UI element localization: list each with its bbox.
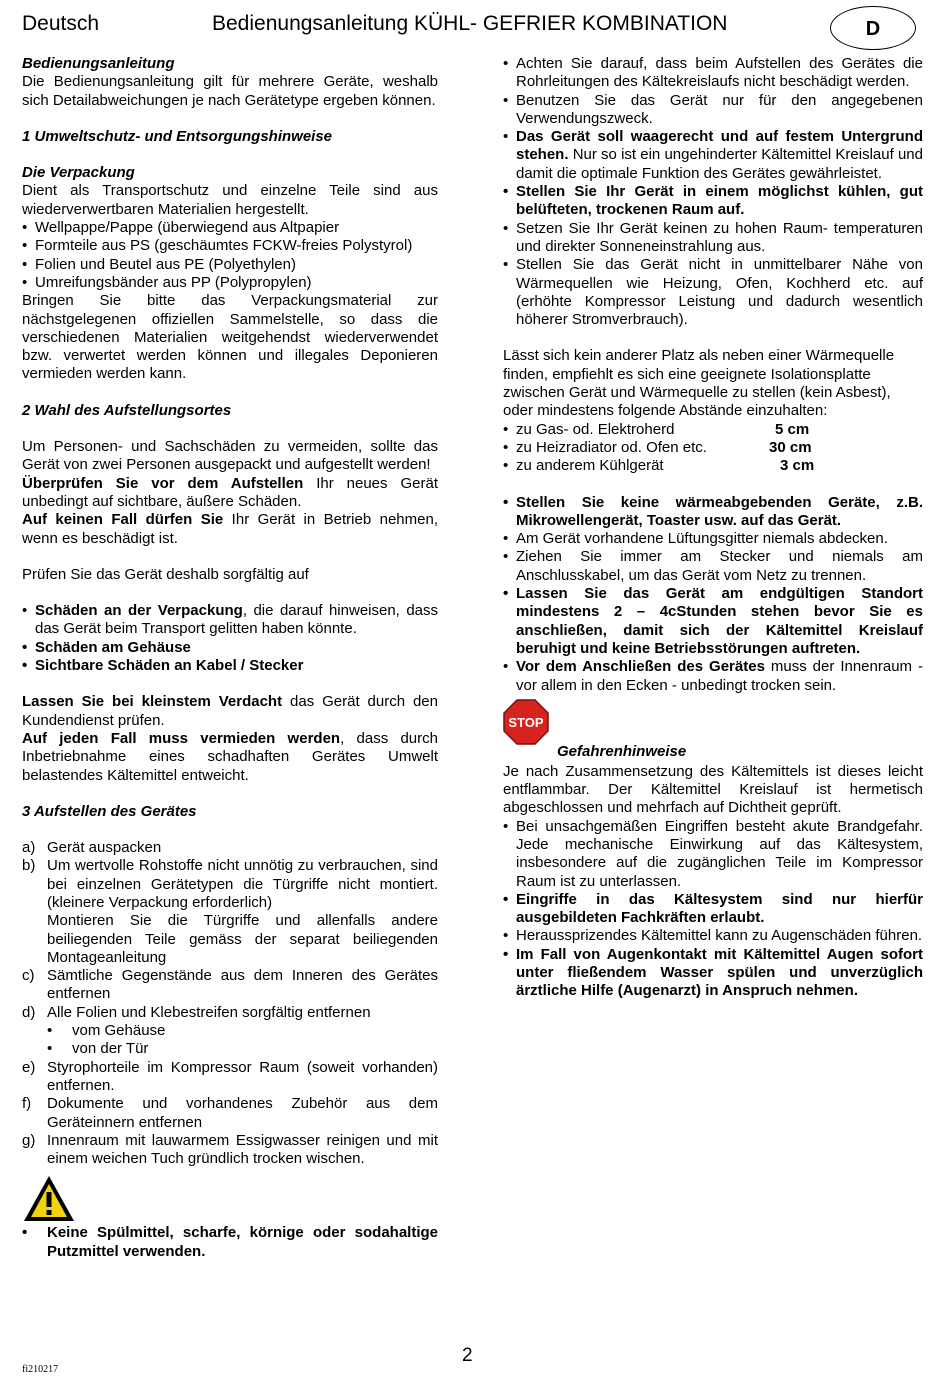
packaging-text: Dient als Transportschutz und einzelne Teile sind aus wiederverwertbaren Materialien hergestellt. bbox=[22, 182, 438, 218]
page-title: Bedienungsanleitung KÜHL- GEFRIER KOMBINATION bbox=[212, 12, 728, 35]
section-2-intro: Um Personen- und Sachschäden zu vermeiden, sollte das Gerät von zwei Personen ausgepackt und aufgestellt werden! bbox=[22, 438, 438, 474]
cleaning-warning bbox=[22, 1224, 438, 1261]
list-item: • Bei unsachgemäßen Eingriffen besteht akute Brandgefahr. Jede mechanische Einwirkung auf das Kältesystem, insbesondere auf die zugänglichen Teile im Kompressor Raum ist zu unterlassen. bbox=[503, 818, 923, 891]
list-item: f) Dokumente und vorhandenes Zubehör aus dem Geräteinnern entfernen bbox=[22, 1095, 438, 1131]
check-bold: Überprüfen Sie vor dem Aufstellen bbox=[22, 474, 304, 492]
check-paragraph bbox=[22, 475, 438, 512]
list-item: • Schäden am Gehäuse bbox=[22, 639, 438, 657]
suspicion-bold: Lassen Sie bei kleinstem Verdacht bbox=[22, 693, 283, 711]
suspicion-rest: das Gerät durch den Kundendienst prüfen. bbox=[22, 693, 438, 729]
header-language: Deutsch bbox=[22, 12, 100, 35]
damage-list bbox=[22, 602, 438, 675]
list-item: Montieren Sie die Türgriffe und allenfalls andere beiliegenden Teile gemäss der separat beiliegenden Montageanleitung bbox=[47, 912, 438, 966]
list-item: • Heraussprizendes Kältemittel kann zu Augenschäden führen. bbox=[503, 927, 923, 945]
list-item: • von der Tür bbox=[47, 1040, 438, 1058]
list-item: e) Styrophorteile im Kompressor Raum (soweit vorhanden) entfernen. bbox=[22, 1058, 438, 1094]
avoid-paragraph bbox=[22, 730, 438, 785]
list-item bbox=[22, 602, 438, 639]
placement-list bbox=[503, 55, 923, 329]
list-item: • Keine Spülmittel, scharfe, körnige oder sodahaltige Putzmittel verwenden. bbox=[22, 1224, 438, 1261]
intro-heading: Bedienungsanleitung bbox=[22, 55, 175, 72]
damage-rest: , die darauf hinweisen, dass das Gerät beim Transport gelitten haben könnte. bbox=[35, 602, 438, 638]
danger-heading: Gefahrenhinweise bbox=[557, 742, 687, 760]
list-item: • Folien und Beutel aus PE (Polyethylen) bbox=[22, 256, 438, 274]
left-column bbox=[22, 55, 438, 1261]
section-2-heading: 2 Wahl des Aufstellungsortes bbox=[22, 401, 232, 419]
right-column bbox=[503, 55, 923, 1001]
damage-bold: Schäden an der Verpackung bbox=[35, 602, 243, 620]
list-item: • vom Gehäuse bbox=[47, 1022, 438, 1040]
list-item: c) Sämtliche Gegenstände aus dem Inneren des Gerätes entfernen bbox=[22, 967, 438, 1003]
list-item: • Setzen Sie Ihr Gerät keinen zu hohen Raum- temperaturen und direkter Sonneneinstrahlung aus. bbox=[503, 220, 923, 257]
list-item: • Das Gerät soll waagerecht und auf festem Untergrund stehen. Nur so ist ein ungehinderter Kältemittel Kreislauf und damit die optimale Funktion des Gerätes gewährleistet. bbox=[503, 128, 923, 183]
list-item: g) Innenraum mit lauwarmem Essigwasser reinigen und mit einem weichen Tuch gründlich trocken wischen. bbox=[22, 1131, 438, 1168]
packaging-disposal-text: Bringen Sie bitte das Verpackungsmaterial zur nächstgelegenen offiziellen Sammelstelle, so dass die verschiedenen Materialien weitgehendst wiederverwendet bzw. verwertet werden können und illegales Deponieren vermieden werden kann. bbox=[22, 292, 438, 383]
never-paragraph bbox=[22, 511, 438, 548]
list-item: • Vor dem Anschließen des Gerätes muss der Innenraum - vor allem in den Ecken - unbedingt trocken sein. bbox=[503, 658, 923, 695]
list-item: • Am Gerät vorhandene Lüftungsgitter niemals abdecken. bbox=[503, 530, 923, 548]
list-item: • zu anderem Kühlgerät 3 cm bbox=[503, 457, 923, 475]
list-item: a) Gerät auspacken bbox=[22, 839, 162, 857]
list-item: • Umreifungsbänder aus PP (Polypropylen) bbox=[22, 274, 438, 292]
never-rest: Ihr Gerät in Betrieb nehmen, wenn es beschädigt ist. bbox=[22, 511, 438, 547]
setup-steps bbox=[22, 839, 438, 1168]
section-1-heading: 1 Umweltschutz- und Entsorgungshinweise bbox=[22, 127, 333, 145]
avoid-bold: Auf jeden Fall muss vermieden werden bbox=[22, 729, 341, 747]
list-item: • Ziehen Sie immer am Stecker und niemals am Anschlusskabel, um das Gerät vom Netz zu trennen. bbox=[503, 548, 923, 585]
safety-list bbox=[503, 494, 923, 695]
intro-text: Die Bedienungsanleitung gilt für mehrere Geräte, weshalb sich Detailabweichungen je nach Gerätetype ergeben können. bbox=[22, 73, 438, 109]
check-intro: Prüfen Sie das Gerät deshalb sorgfältig auf bbox=[22, 565, 309, 583]
suspicion-paragraph bbox=[22, 693, 438, 730]
svg-text:STOP: STOP bbox=[508, 714, 544, 730]
packaging-list bbox=[22, 219, 438, 292]
page-number: 2 bbox=[462, 1345, 473, 1366]
warning-triangle-icon bbox=[22, 1174, 438, 1224]
list-item: • Stellen Sie keine wärmeabgebenden Geräte, z.B. Mikrowellengerät, Toaster usw. auf das Gerät. bbox=[503, 494, 923, 531]
list-item: • Eingriffe in das Kältesystem sind nur hierfür ausgebildeten Fachkräften erlaubt. bbox=[503, 891, 923, 928]
list-item: • Sichtbare Schäden an Kabel / Stecker bbox=[22, 657, 438, 675]
list-item: • Wellpappe/Pappe (überwiegend aus Altpapier bbox=[22, 219, 438, 237]
section-3-heading: 3 Aufstellen des Gerätes bbox=[22, 802, 197, 820]
removal-sublist bbox=[47, 1022, 438, 1059]
list-item: d) Alle Folien und Klebestreifen sorgfältig entfernen • vom Gehäuse • von der Tür bbox=[22, 1004, 438, 1059]
list-item: • zu Heizradiator od. Ofen etc. 30 cm bbox=[503, 439, 923, 457]
list-item: • Lassen Sie das Gerät am endgültigen Standort mindestens 2 – 4cStunden stehen bevor Sie es anschließen, damit sich der Kältemittel Kreislauf beruhigt und keine Betriebsstörungen auftreten. bbox=[503, 585, 923, 658]
danger-list bbox=[503, 818, 923, 1001]
danger-text: Je nach Zusammensetzung des Kältemittels ist dieses leicht entflammbar. Der Kältemittel Kreislauf ist hermetisch abgeschlossen und mehrfach auf Dichtheit geprüft. bbox=[503, 762, 923, 817]
never-bold: Auf keinen Fall dürfen Sie bbox=[22, 511, 224, 529]
heat-source-paragraph: Lässt sich kein anderer Platz als neben einer Wärmequelle finden, empfiehlt es sich eine geeignete Isolationsplatte zwischen Gerät und Wärmequelle zu stellen (kein Asbest), oder mindestens folgende Abstände einzuhalten: bbox=[503, 347, 895, 420]
list-item: • Benutzen Sie das Gerät nur für den angegebenen Verwendungszweck. bbox=[503, 92, 923, 129]
distance-list bbox=[503, 421, 923, 476]
danger-heading-row bbox=[503, 714, 923, 763]
list-item: b) Um wertvolle Rohstoffe nicht unnötig zu verbrauchen, sind bei einzelnen Gerätetypen die Türgriffe nicht montiert. (kleinere Verpackung erforderlich) bbox=[22, 857, 438, 911]
stop-sign-icon bbox=[503, 699, 549, 745]
avoid-rest: , dass durch Inbetriebnahme eines schadhaften Gerätes Umwelt belastendes Kältemittel entweicht. bbox=[22, 729, 438, 784]
language-badge: D bbox=[830, 6, 916, 50]
list-item: • Im Fall von Augenkontakt mit Kältemittel Augen sofort unter fließendem Wasser spülen und unverzüglich ärztliche Hilfe (Augenarzt) in Anspruch nehmen. bbox=[503, 946, 923, 1001]
document-code: fi210217 bbox=[22, 1364, 59, 1375]
list-item: • Stellen Sie das Gerät nicht in unmittelbarer Nähe von Wärmequellen wie Heizung, Ofen, Kochherd etc. auf (erhöhte Kompressor Leistung und dadurch wesentlich höherer Stromverbrauch). bbox=[503, 256, 923, 329]
list-item: • Achten Sie darauf, dass beim Aufstellen des Gerätes die Rohrleitungen des Kältekreislaufs nicht beschädigt werden. bbox=[503, 55, 923, 92]
check-rest: Ihr neues Gerät unbedingt auf sichtbare, äußere Schäden. bbox=[22, 474, 438, 510]
packaging-heading: Die Verpackung bbox=[22, 164, 135, 182]
list-item: • Stellen Sie Ihr Gerät in einem möglichst kühlen, gut belüfteten, trockenen Raum auf. bbox=[503, 183, 923, 220]
list-item: • zu Gas- od. Elektroherd 5 cm bbox=[503, 421, 923, 439]
list-item: • Formteile aus PS (geschäumtes FCKW-freies Polystyrol) bbox=[22, 237, 438, 255]
